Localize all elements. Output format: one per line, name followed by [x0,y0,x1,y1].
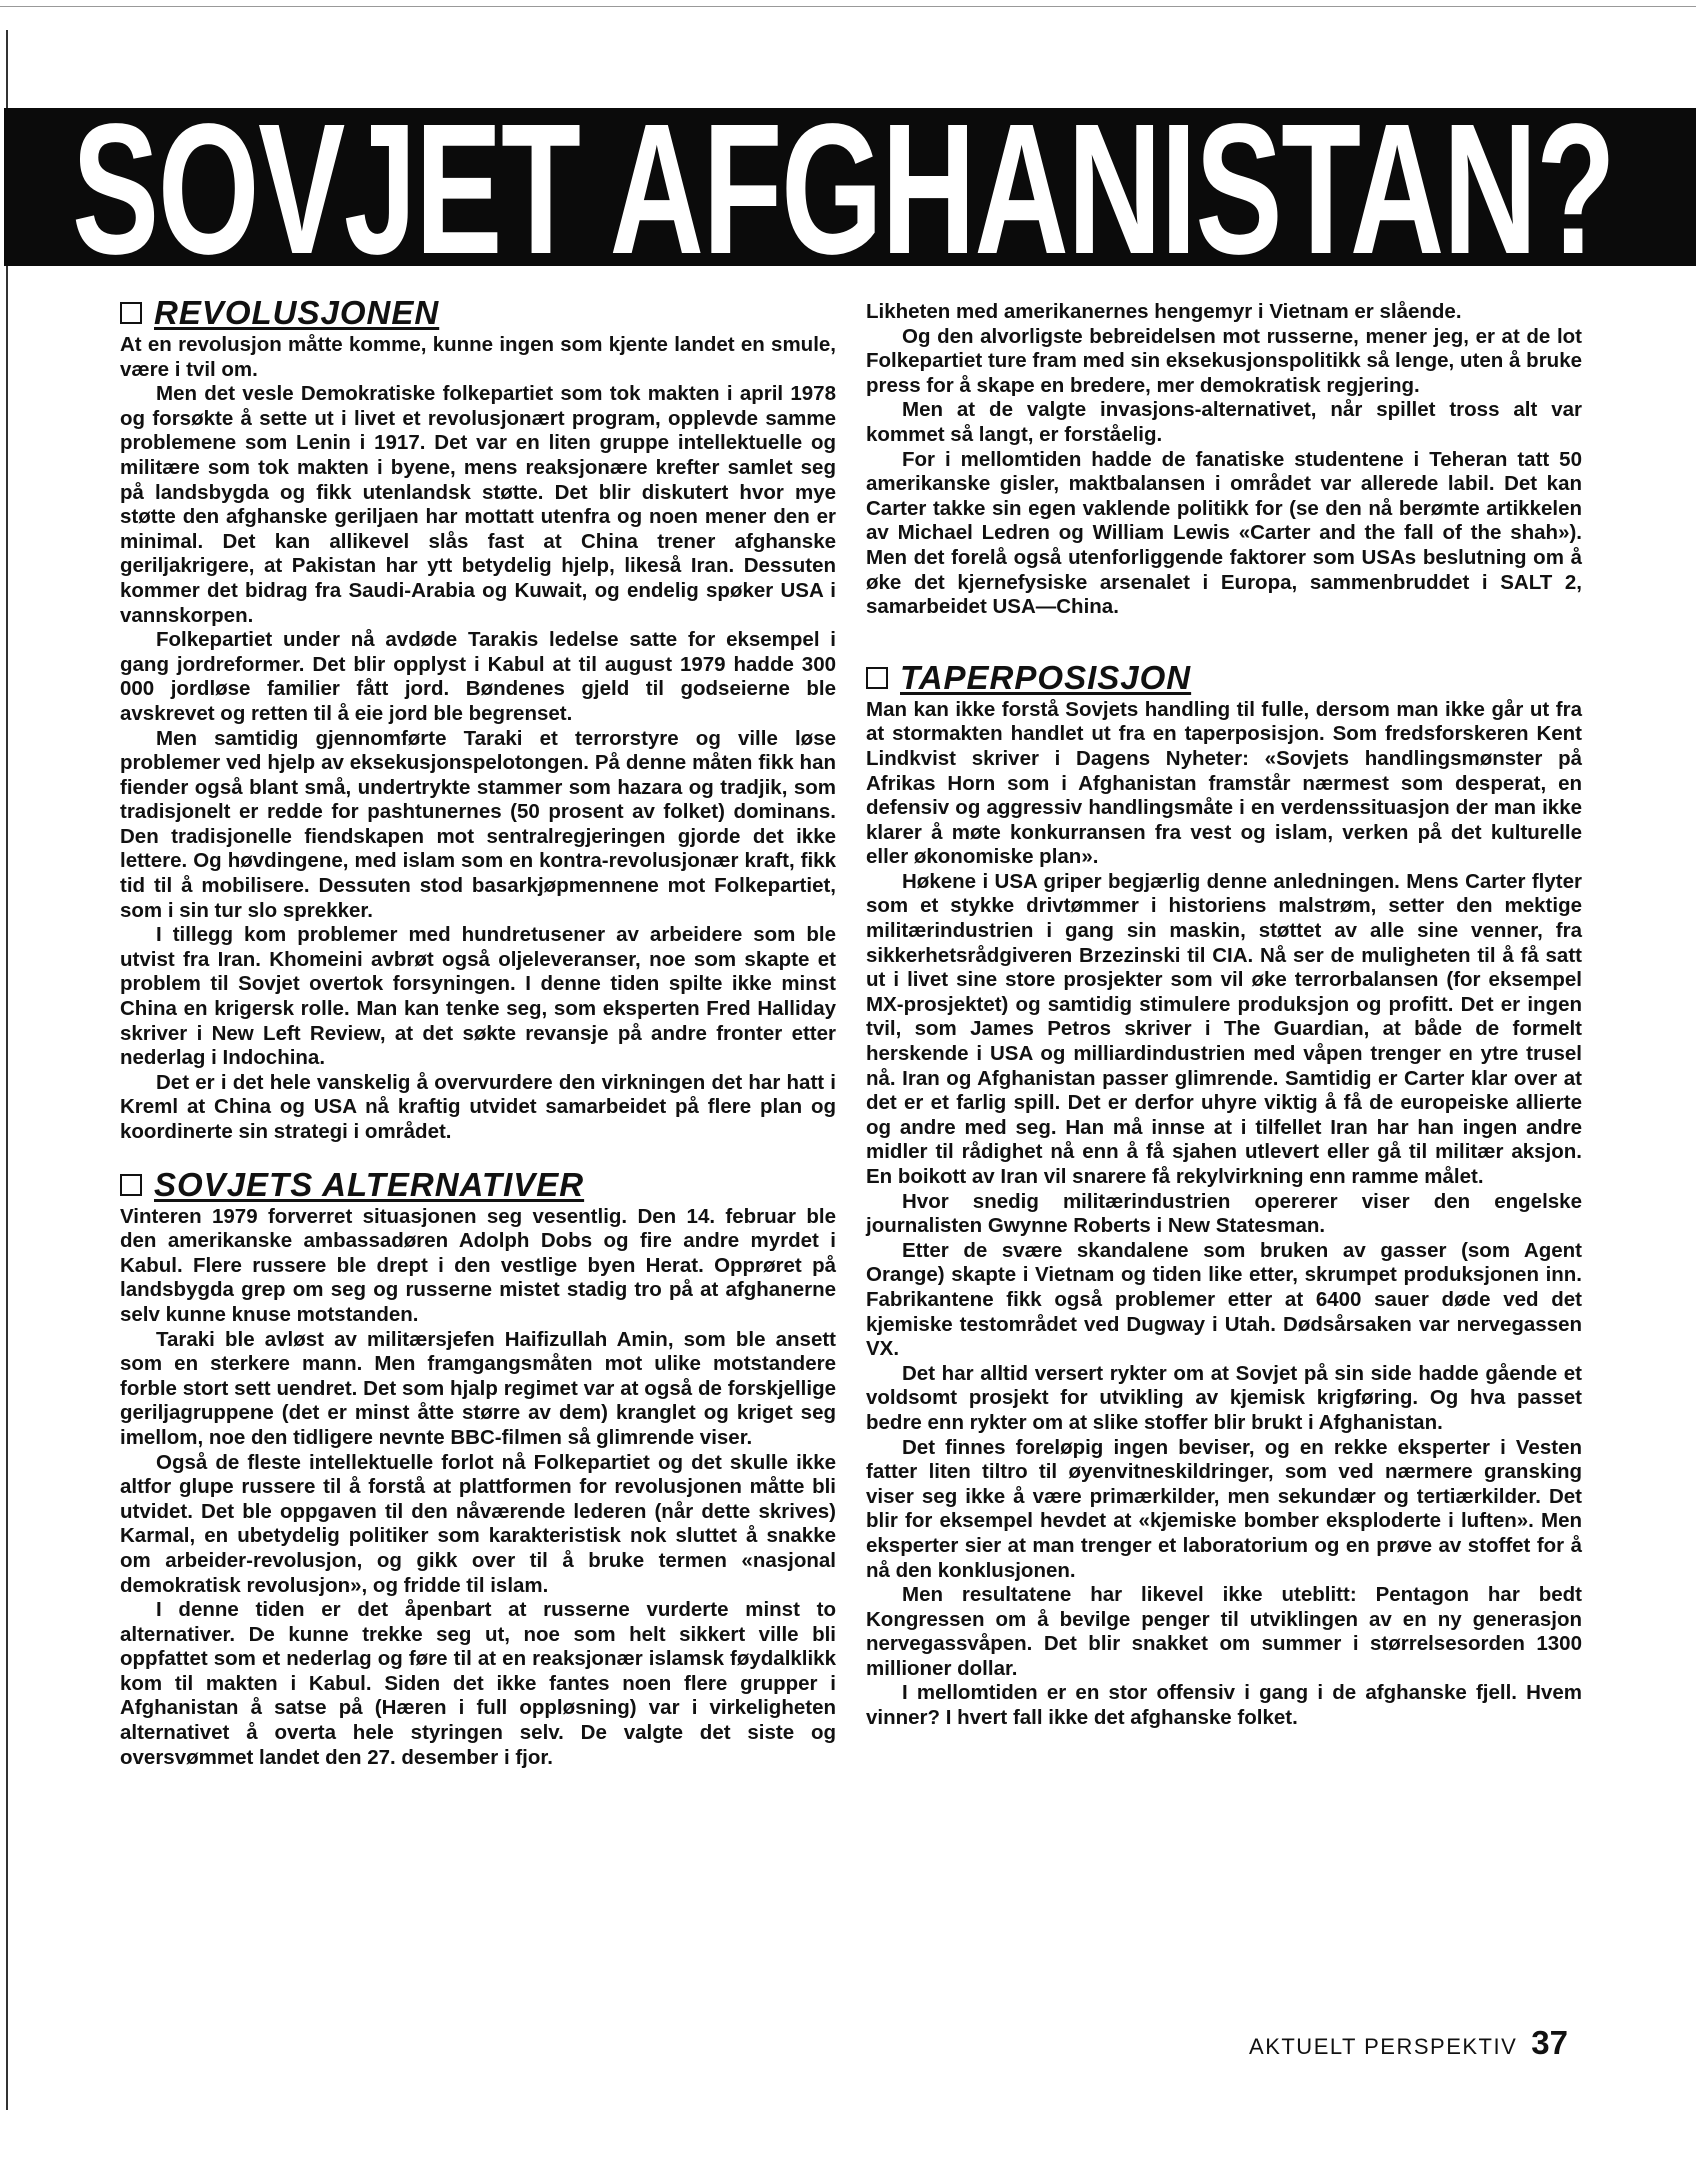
paragraph: Men resultatene har likevel ikke uteblitt: Pentagon har bedt Kongressen om å bevilge penger til utviklingen av en ny generasjon nervegassvåpen. Det blir snakket om summer i størrelsesorden 1300 millioner dollar. [866,1583,1582,1680]
paragraph: For i mellomtiden hadde de fanatiske studentene i Teheran tatt 50 amerikanske gisler, maktbalansen i området var allerede labil. Det kan Carter takke sin egen vaklende politikk for (se den nå berømte artikkelen av Michael Ledren og William Lewis «Carter and the fall of the shah»). Men det forelå også utenforliggende faktorer som USAs beslutning om å øke det kjernefysiske arsenalet i Europa, sammenbruddet i SALT 2, samarbeidet USA—China. [866,447,1582,619]
paragraph: Likheten med amerikanernes hengemyr i Vietnam er slående. [866,300,1462,323]
paragraph: Men at de valgte invasjons-alternativet, når spillet tross alt var kommet så langt, er forståelig. [866,398,1582,446]
right-column [866,300,1582,1731]
magazine-name: AKTUELT PERSPEKTIV [1249,2034,1518,2059]
section-heading-taperposisjon: TAPERPOSISJON [866,660,1582,696]
headline-banner [4,108,1696,266]
paragraph: Også de fleste intellektuelle forlot nå Folkepartiet og det skulle ikke altfor glupe russere til å forstå at plattformen for revolusjonen måtte bli utvidet. Det ble oppgaven til den nåværende lederen (når dette skrives) Karmal, en ubetydelig politiker som karakteristisk nok sluttet å snakke om arbeider-revolusjon, og gikk over til å bruke termen «nasjonal demokratisk revolusjon», og fridde til islam. [120,1450,836,1597]
paragraph: Taraki ble avløst av militærsjefen Haifizullah Amin, som ble ansett som en sterkere mann. Men framgangsmåten mot ulike motstandere forble stort sett uendret. Det som hjalp regimet var at også de forskjellige geriljagruppene (det er minst åtte større av dem) kranglet og kriget seg imellom, noe den tidligere nevnte BBC-filmen så glimrende viser. [120,1327,836,1449]
paragraph: At en revolusjon måtte komme, kunne ingen som kjente landet en smule, være i tvil om. [120,333,836,381]
paragraph: Det har alltid versert rykter om at Sovjet på sin side hadde gående et voldsomt prosjekt for utvikling av kjemisk krigføring. Og hva passet bedre enn rykter om at slike stoffer blir brukt i Afghanistan. [866,1361,1582,1434]
paragraph: Man kan ikke forstå Sovjets handling til fulle, dersom man ikke går ut fra at stormakten handlet ut fra en taperposisjon. Som fredsforskeren Kent Lindkvist skriver i Dagens Nyheter: «Sovjets handlingsmønster på Afrikas Horn som i Afghanistan framstår nærmest som desperat, en defensiv og aggressiv handlingsmåte i en verdenssituasjon der man ikke klarer å møte konkurransen fra vest og islam, verken på det kulturelle eller økonomiske plan». [866,697,1582,869]
paragraph: Det finnes foreløpig ingen beviser, og en rekke eksperter i Vesten fatter liten tiltro til øyenvitneskildringer, som ved nærmere gransking viser seg ikke å være primærkilder, men sekundær og tertiærkilder. Det blir for eksempel hevdet at «kjemiske bomber eksploderte i luften». Men eksperter sier at man trenger et laboratorium og en prøve av stoffet for å nå den konklusjonen. [866,1435,1582,1582]
section-heading-revolusjonen: REVOLUSJONEN [120,295,836,331]
paragraph: Høkene i USA griper begjærlig denne anledningen. Mens Carter flyter som et stykke drivtømmer i historiens malstrøm, setter den mektige militærindustrien i gang sin maskin, støttet av alle sine venner, fra sikkerhetsrådgiveren Brzezinski til CIA. Nå ser de muligheten til å få satt ut i livet sine store prosjekter som vil øke terrorbalansen (for eksempel MX-prosjektet) og samtidig stimulere produksjon og profitt. Det er ingen tvil, som James Petros skriver i The Guardian, at både de formelt herskende i USA og milliardindustrien med våpen trenger en ytre trusel nå. Iran og Afghanistan passer glimrende. Samtidig er Carter klar over at det er et farlig spill. Det er derfor uhyre viktig å få de europeiske allierte og andre med seg. Han må innse at i tilfellet Iran har han ingen andre midler til rådighet nå enn å få sjahen utlevert eller gå til militær aksjon. En boikott av Iran vil snarere få rekylvirkning enn ramme målet. [866,869,1582,1188]
checkbox-square-icon [866,667,888,689]
left-column [120,295,836,1770]
paragraph: Det er i det hele vanskelig å overvurdere den virkningen det har hatt i Kreml at China og USA nå kraftig utvidet samarbeidet på flere plan og koordinerte sin strategi i området. [120,1070,836,1143]
page-edge-top [0,6,1696,7]
page-edge-left [6,30,8,2110]
page-footer [1249,2024,1568,2062]
paragraph: Vinteren 1979 forverret situasjonen seg vesentlig. Den 14. februar ble den amerikanske ambassadøren Adolph Dobs og fire andre myrdet i Kabul. Flere russere ble drept i den vestlige byen Herat. Opprøret på landsbygda grep om seg og russerne mistet stadig tro på at afghanerne selv kunne knuse motstanden. [120,1204,836,1326]
paragraph: Og den alvorligste bebreidelsen mot russerne, mener jeg, er at de lot Folkepartiet ture fram med sin eksekusjonspolitikk så lenge, uten å bruke press for å skape en bredere, mer demokratisk regjering. [866,324,1582,397]
paragraph: Men samtidig gjennomførte Taraki et terrorstyre og ville løse problemer ved hjelp av eksekusjonspelotongen. På denne måten fikk han fiender også blant små, undertrykte stammer som hazara og tradjik, som tradisjonelt er redde for pashtunernes (50 prosent av folket) dominans. Den tradisjonelle fiendskapen mot sentralregjeringen gjorde det ikke lettere. Og høvdingene, med islam som en kontra-revolusjonær kraft, fikk tid til å mobilisere. Dessuten stod basarkjøpmennene mot Folkepartiet, som i sin tur slo sprekker. [120,726,836,922]
paragraph: Hvor snedig militærindustrien opererer viser den engelske journalisten Gwynne Roberts i New Statesman. [866,1189,1582,1238]
paragraph: I mellomtiden er en stor offensiv i gang i de afghanske fjell. Hvem vinner? I hvert fall ikke det afghanske folket. [866,1681,1582,1730]
headline: SOVJET AFGHANISTAN? [72,108,1615,266]
section-heading-sovjets-alternativer: SOVJETS ALTERNATIVER [120,1167,836,1203]
checkbox-square-icon [120,302,142,324]
paragraph: I tillegg kom problemer med hundretusener av arbeidere som ble utvist fra Iran. Khomeini avbrøt også oljeleveranser, noe som skapte et problem til Sovjet overtok forsyningen. I denne tiden spilte ikke minst China en krigersk rolle. Man kan tenke seg, som eksperten Fred Halliday skriver i New Left Review, at det søkte revansje på andre fronter etter nederlag i Indochina. [120,923,836,1070]
checkbox-square-icon [120,1174,142,1196]
paragraph: Men det vesle Demokratiske folkepartiet som tok makten i april 1978 og forsøkte å sette ut i livet et revolusjonært program, opplevde samme problemene som Lenin i 1917. Det var en liten gruppe intellektuelle og militære som tok makten i byene, mens reaksjonære krefter samlet seg på landsbygda og fikk utenlandsk støtte. Det blir diskutert hvor mye støtte den afghanske geriljaen har mottatt utenfra og noen mener den er minimal. Det kan allikevel slås fast at China trener afghanske geriljakrigere, at Pakistan har ytt betydelig hjelp, likeså Iran. Dessuten kommer det bidrag fra Saudi-Arabia og Kuwait, og endelig spøker USA i vannskorpen. [120,382,836,627]
paragraph: Etter de svære skandalene som bruken av gasser (som Agent Orange) skapte i Vietnam og tiden like etter, skrumpet produksjonen inn. Fabrikantene fikk også problemer etter at 6400 sauer døde ved det kjemiske testområdet ved Dugway i Utah. Dødsårsaken var nervegassen VX. [866,1238,1582,1361]
paragraph: I denne tiden er det åpenbart at russerne vurderte minst to alternativer. De kunne trekke seg ut, noe som helt sikkert ville bli oppfattet som et nederlag og føre til at en reaksjonær islamsk føydalklikk kom til makten i Kabul. Siden det ikke fantes noen flere grupper i Afghanistan å satse på (Hæren i full oppløsning) var i virkeligheten alternativet å overta hele styringen selv. De valgte det siste og oversvømmet landet den 27. desember i fjor. [120,1598,836,1769]
page-number: 37 [1531,2024,1568,2061]
paragraph: Folkepartiet under nå avdøde Tarakis ledelse satte for eksempel i gang jordreformer. Det blir opplyst i Kabul at til august 1979 hadde 300 000 jordløse familier fått jord. Bøndenes gjeld til godseierne ble avskrevet og retten til å eie jord ble begrenset. [120,628,836,725]
